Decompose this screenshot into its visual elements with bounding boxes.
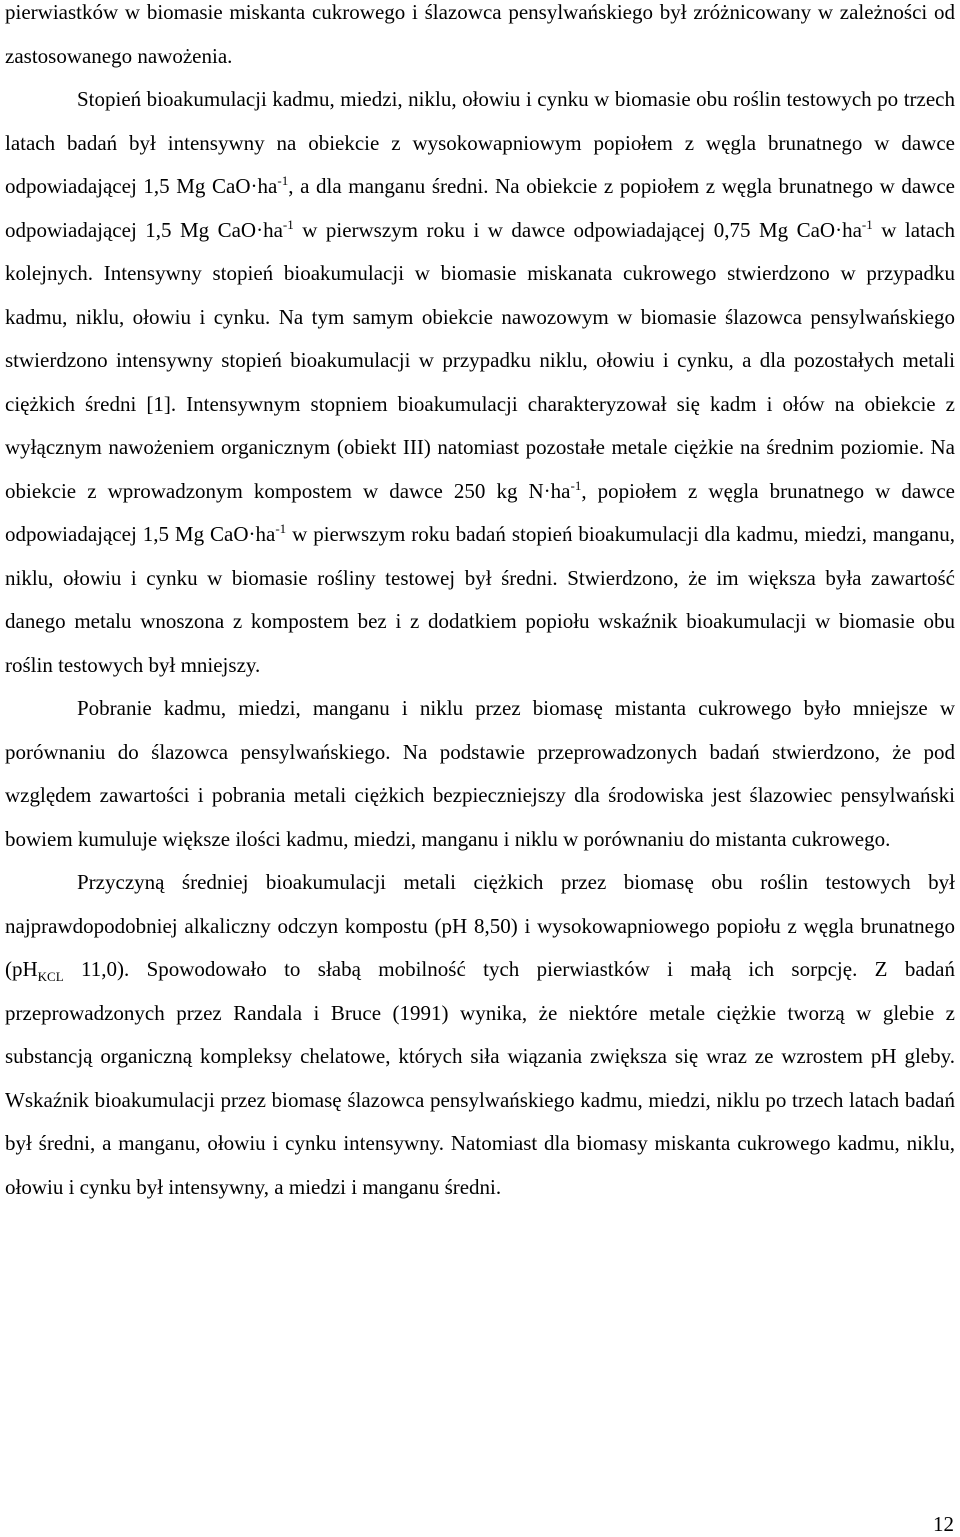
body-text: [5, 0, 955, 1209]
subscript: KCL: [37, 969, 64, 985]
paragraph: [5, 687, 955, 861]
superscript: -1: [275, 521, 287, 536]
text-run: Przyczyną średniej bioakumulacji metali ciężkich przez biomasę obu roślin testowych był najprawdopodobniej alkaliczny odczyn kompostu (pH 8,50) i wysokowapniowego popiołu z węgla brunatnego (pH: [5, 870, 955, 981]
superscript: -1: [861, 216, 873, 232]
text-run: pierwiastków w biomasie miskanta cukrowego i ślazowca pensylwańskiego był zróżnicowany w zależności od zastosowanego nawożenia.: [5, 0, 955, 68]
superscript: -1: [277, 173, 289, 188]
text-run: Pobranie kadmu, miedzi, manganu i niklu przez biomasę mistanta cukrowego było mniejsze w porównaniu do ślazowca pensylwańskiego. Na podstawie przeprowadzonych badań stwierdzono, że pod względem zawartości i pobrania metali ciężkich bezpieczniejszy dla środowiska jest ślazowiec pensylwański bowiem kumuluje większe ilości kadmu, miedzi, manganu i niklu w porównaniu do mistanta cukrowego.: [5, 696, 955, 851]
superscript: -1: [570, 477, 582, 493]
page-number: 12: [933, 1512, 954, 1536]
text-run: w latach kolejnych. Intensywny stopień bioakumulacji w biomasie miskanata cukrowego stwierdzono w przypadku kadmu, niklu, ołowiu i cynku. Na tym samym obiekcie nawozowym w biomasie ślazowca pensylwańskiego stwierdzono intensywny stopień bioakumulacji w przypadku niklu, ołowiu i cynku, a dla pozostałych metali ciężkich średni [1]. Intensywnym stopniem bioakumulacji charakteryzował się kadm i ołów na obiekcie z wyłącznym nawożeniem organicznym (obiekt III) natomiast pozostałe metale ciężkie na średnim poziomie. Na obiekcie z wprowadzonym kompostem w dawce 250 kg N·ha: [5, 217, 955, 503]
paragraph: [5, 0, 955, 78]
paragraph: [5, 78, 955, 687]
text-run: Stopień bioakumulacji kadmu, miedzi, niklu, ołowiu i cynku w biomasie obu roślin testowych po trzech latach badań był intensywny na obiekcie z wysokowapniowym popiołem z węgla brunatnego w dawce odpowiadającej 1,5 Mg CaO·ha: [5, 87, 955, 198]
text-run: w pierwszym roku badań stopień bioakumulacji dla kadmu, miedzi, manganu, niklu, ołowiu i cynku w biomasie rośliny testowej był średni. Stwierdzono, że im większa była zawartość danego metalu wnoszona z kompostem bez i z dodatkiem popiołu wskaźnik bioakumulacji w biomasie obu roślin testowych był mniejszy.: [5, 522, 955, 677]
text-run: , popiołem z węgla brunatnego w dawce odpowiadającej 1,5 Mg CaO·ha: [5, 478, 955, 546]
text-run: 11,0). Spowodowało to słabą mobilność tych pierwiastków i małą ich sorpcję. Z badań przeprowadzonych przez Randala i Bruce (1991) wynika, że niektóre metale ciężkie tworzą w glebie z substancją organiczną kompleksy chelatowe, których siła wiązania zwiększa się wraz ze wzrostem pH gleby. Wskaźnik bioakumulacji przez biomasę ślazowca pensylwańskiego kadmu, miedzi, niklu po trzech latach badań był średni, a manganu, ołowiu i cynku intensywny. Natomiast dla biomasy miskanta cukrowego kadmu, niklu, ołowiu i cynku był intensywny, a miedzi i manganu średni.: [5, 957, 955, 1199]
superscript: -1: [282, 216, 294, 232]
text-run: , a dla manganu średni. Na obiekcie z popiołem z węgla brunatnego w dawce odpowiadającej 1,5 Mg CaO·ha: [5, 174, 955, 242]
paragraph: [5, 861, 955, 1209]
text-run: w pierwszym roku i w dawce odpowiadającej 0,75 Mg CaO·ha: [293, 217, 862, 242]
